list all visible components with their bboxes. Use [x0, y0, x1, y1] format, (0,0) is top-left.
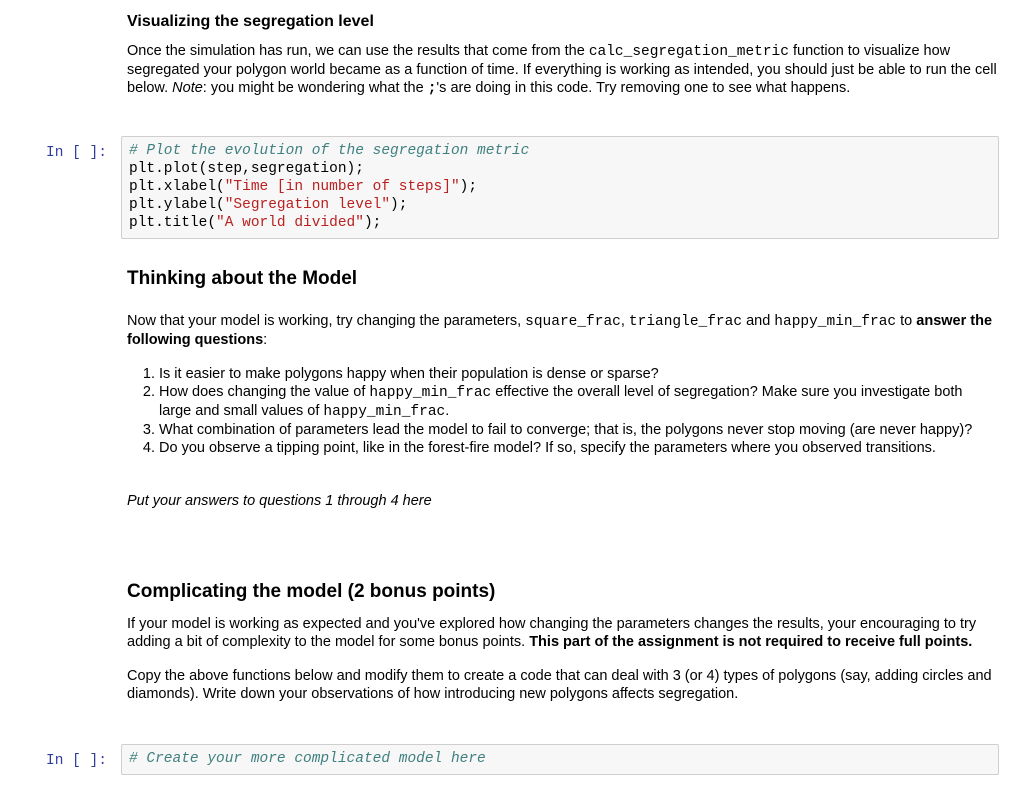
instructions-paragraph: Copy the above functions below and modify them to create a code that can deal with 3 (or 4) types of polygons (say, adding circles and diamonds). Write down your observations of how introducing new polygons affects segregation.	[127, 668, 992, 702]
section-heading-thinking: Thinking about the Model	[127, 268, 358, 289]
questions-list	[127, 365, 997, 457]
note-text: Note	[172, 80, 203, 96]
inline-code: ;	[427, 81, 437, 97]
code-string: "A world divided"	[216, 215, 364, 231]
text: Now that your model is working, try changing the parameters,	[127, 313, 526, 329]
list-item	[159, 365, 997, 383]
bonus-paragraph	[127, 615, 997, 651]
text: Is it easier to make polygons happy when their population is dense or sparse?	[159, 366, 659, 382]
markdown-cell-complicating[interactable]	[127, 583, 997, 703]
code-token: );	[363, 215, 382, 231]
text: .	[445, 403, 450, 419]
list-item	[159, 383, 997, 421]
code-string: "Segregation level"	[224, 197, 391, 213]
cell-prompt: In [ ]:	[46, 145, 107, 161]
bold-text: This part of the assignment is not required to receive full points.	[529, 634, 973, 650]
code-line: plt.plot(step,segregation);	[129, 161, 364, 177]
text: function to visualize how segregated your polygon world became as a function of time. If everything is working as intended, you should just be able to run the cell below.	[127, 43, 997, 96]
inline-code: calc_segregation_metric	[588, 44, 789, 60]
answer-placeholder: Put your answers to questions 1 through 4 here	[127, 493, 432, 509]
text: to	[896, 313, 917, 329]
code-line	[129, 215, 381, 231]
text: What combination of parameters lead the model to fail to converge; that is, the polygons never stop moving (are never happy)?	[159, 422, 973, 438]
inline-code: square_frac	[525, 314, 621, 330]
text: Once the simulation has run, we can use the results that come from the	[127, 43, 589, 59]
code-cell-complicated-model[interactable]	[121, 744, 999, 775]
inline-code: triangle_frac	[628, 314, 743, 330]
code-line	[129, 179, 477, 195]
intro-paragraph	[127, 42, 997, 98]
code-token: );	[459, 179, 478, 195]
cell-prompt: In [ ]:	[46, 753, 107, 769]
section-heading-complicating: Complicating the model (2 bonus points)	[127, 581, 496, 602]
list-item	[159, 421, 997, 439]
section-heading-visualizing: Visualizing the segregation level	[127, 13, 374, 30]
text: : you might be wondering what the	[202, 80, 428, 96]
text: and	[742, 313, 775, 329]
code-token: plt.ylabel(	[129, 197, 225, 213]
inline-code: happy_min_frac	[774, 314, 897, 330]
code-string: "Time [in number of steps]"	[224, 179, 460, 195]
markdown-cell-thinking[interactable]	[127, 270, 997, 510]
text: :	[263, 332, 268, 348]
code-token: );	[390, 197, 408, 213]
list-item	[159, 439, 997, 457]
markdown-cell-visualizing[interactable]	[127, 13, 997, 98]
bold-text: answer the following questions	[127, 313, 993, 348]
code-comment: # Create your more complicated model here	[129, 751, 486, 767]
inline-code: happy_min_frac	[323, 404, 446, 420]
inline-code: happy_min_frac	[369, 385, 492, 401]
text: ,	[620, 313, 629, 329]
text: If your model is working as expected and you've explored how changing the parameters changes the results, your encouraging to try adding a bit of complexity to the model for some bonus points.	[127, 616, 977, 650]
code-token: plt.xlabel(	[129, 179, 225, 195]
code-line	[129, 197, 407, 213]
code-cell-plot[interactable]	[121, 136, 999, 239]
parameters-paragraph	[127, 312, 997, 349]
text: 's are doing in this code. Try removing one to see what happens.	[436, 80, 851, 96]
text: How does changing the value of	[159, 384, 370, 400]
text: effective the overall level of segregation? Make sure you investigate both large and small values of	[159, 384, 963, 419]
code-token: plt.title(	[129, 215, 217, 231]
code-comment: # Plot the evolution of the segregation metric	[129, 143, 530, 159]
text: Do you observe a tipping point, like in the forest-fire model? If so, specify the parameters where you observed transitions.	[159, 440, 936, 456]
